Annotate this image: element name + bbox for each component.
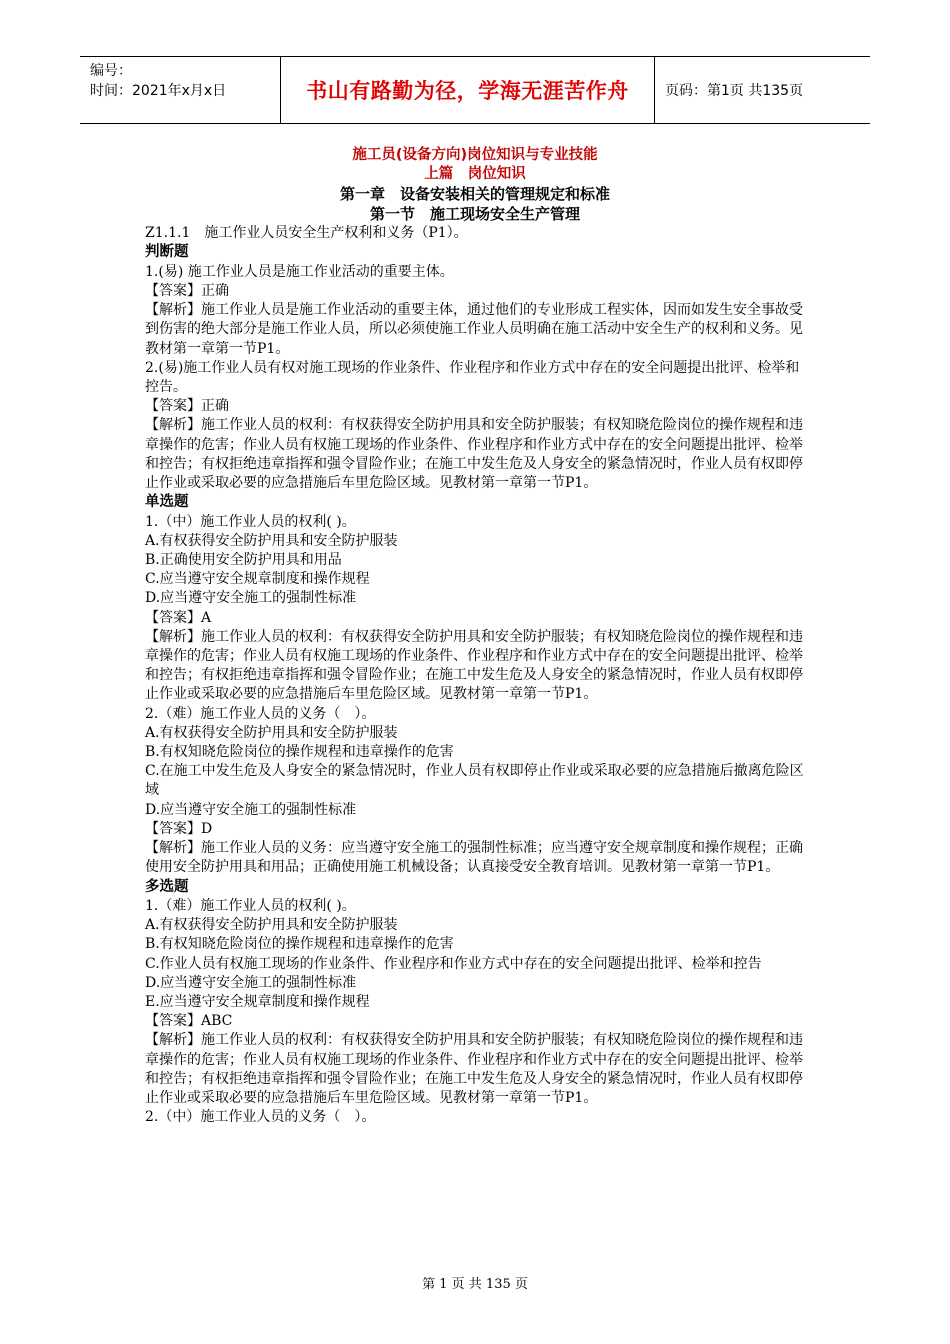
single-1-option-a: A.有权获得安全防护用具和安全防护服装: [145, 532, 398, 549]
multi-1-option-d: D.应当遵守安全施工的强制性标准: [145, 974, 357, 991]
judge-analysis-1: 【解析】施工作业人员是施工作业活动的重要主体，通过他们的专业形成工程实体，因而如发生安全事故受到伤害的绝大部分是施工作业人员，所以必须使施工作业人员明确在施工活动中安全生产的权利和义务。见教材第一章第一节P1。: [145, 302, 803, 357]
chapter-title: 第一章 设备安装相关的管理规定和标准: [339, 185, 610, 203]
single-1-option-b: B.正确使用安全防护用具和用品: [145, 552, 342, 569]
multi-question-2: 2.（中）施工作业人员的义务（ ）。: [145, 1109, 376, 1126]
judge-answer-1: 【答案】正确: [145, 282, 229, 299]
header-page-label: 页码：第1页 共135页: [665, 83, 804, 99]
single-answer-1: 【答案】A: [145, 609, 212, 626]
multi-choice-heading: 多选题: [145, 878, 189, 895]
single-analysis-2: 【解析】施工作业人员的义务：应当遵守安全施工的强制性标准；应当遵守安全规章制度和操作规程；正确使用安全防护用具和用品；正确使用施工机械设备；认真接受安全教育培训。见教材第一章第一节P1。: [145, 840, 803, 876]
part-title: 上篇 岗位知识: [424, 166, 526, 182]
multi-1-option-a: A.有权获得安全防护用具和安全防护服装: [145, 917, 398, 934]
header-motto: 书山有路勤为径，学海无涯苦作舟: [281, 57, 655, 123]
judge-question-2: 2.(易)施工作业人员有权对施工现场的作业条件、作业程序和作业方式中存在的安全问题提出批评、检举和控告。: [145, 359, 800, 395]
single-analysis-1: 【解析】施工作业人员的权利：有权获得安全防护用具和安全防护服装；有权知晓危险岗位的操作规程和违章操作的危害；作业人员有权施工现场的作业条件、作业程序和作业方式中存在的安全问题提出批评、检举和控告；有权拒绝违章指挥和强令冒险作业；在施工中发生危及人身安全的紧急情况时，作业人员有权即停止作业或采取必要的应急措施后车里危险区域。见教材第一章第一节P1。: [145, 628, 803, 703]
single-2-option-d: D.应当遵守安全施工的强制性标准: [145, 801, 357, 818]
multi-1-option-b: B.有权知晓危险岗位的操作规程和违章操作的危害: [145, 936, 454, 953]
document-number-label: 编号：: [90, 63, 132, 79]
page-header: [80, 56, 870, 124]
single-choice-heading: 单选题: [145, 494, 189, 511]
single-1-option-c: C.应当遵守安全规章制度和操作规程: [145, 571, 370, 588]
multi-question-1: 1.（难）施工作业人员的权利( )。: [145, 898, 356, 914]
document-body: [145, 146, 805, 1127]
judge-answer-2: 【答案】正确: [145, 398, 229, 415]
single-1-option-d: D.应当遵守安全施工的强制性标准: [145, 590, 357, 607]
single-question-1: 1.（中）施工作业人员的权利( )。: [145, 513, 356, 530]
page-footer: 第 1 页 共 135 页: [422, 1277, 528, 1292]
single-2-option-b: B.有权知晓危险岗位的操作规程和违章操作的危害: [145, 744, 454, 761]
section-title: 第一节 施工现场安全生产管理: [369, 205, 580, 223]
single-answer-2: 【答案】D: [145, 820, 213, 837]
judge-question-1: 1.(易) 施工作业人员是施工作业活动的重要主体。: [145, 263, 454, 280]
judge-heading: 判断题: [145, 244, 189, 261]
document-time-label: 时间：2021年x月x日: [90, 83, 227, 99]
single-2-option-c: C.在施工中发生危及人身安全的紧急情况时，作业人员有权即停止作业或采取必要的应急措施后撤离危险区域: [145, 763, 804, 799]
single-2-option-a: A.有权获得安全防护用具和安全防护服装: [145, 724, 398, 741]
topic-line: Z1.1.1 施工作业人员安全生产权利和义务（P1）。: [145, 225, 468, 241]
multi-1-option-c: C.作业人员有权施工现场的作业条件、作业程序和作业方式中存在的安全问题提出批评、检举和控告: [145, 955, 762, 972]
multi-answer-1: 【答案】ABC: [145, 1013, 233, 1030]
header-meta: [80, 57, 281, 123]
multi-analysis-1: 【解析】施工作业人员的权利：有权获得安全防护用具和安全防护服装；有权知晓危险岗位的操作规程和违章操作的危害；作业人员有权施工现场的作业条件、作业程序和作业方式中存在的安全问题提出批评、检举和控告；有权拒绝违章指挥和强令冒险作业；在施工中发生危及人身安全的紧急情况时，作业人员有权即停止作业或采取必要的应急措施后车里危险区域。见教材第一章第一节P1。: [145, 1032, 803, 1107]
single-question-2: 2.（难）施工作业人员的义务（ ）。: [145, 705, 376, 722]
judge-analysis-2: 【解析】施工作业人员的权利：有权获得安全防护用具和安全防护服装；有权知晓危险岗位的操作规程和违章操作的危害；作业人员有权施工现场的作业条件、作业程序和作业方式中存在的安全问题提出批评、检举和控告；有权拒绝违章指挥和强令冒险作业；在施工中发生危及人身安全的紧急情况时，作业人员有权即停止作业或采取必要的应急措施后车里危险区域。见教材第一章第一节P1。: [145, 417, 803, 491]
multi-1-option-e: E.应当遵守安全规章制度和操作规程: [145, 994, 370, 1011]
document-title: 施工员(设备方向)岗位知识与专业技能: [352, 147, 598, 163]
